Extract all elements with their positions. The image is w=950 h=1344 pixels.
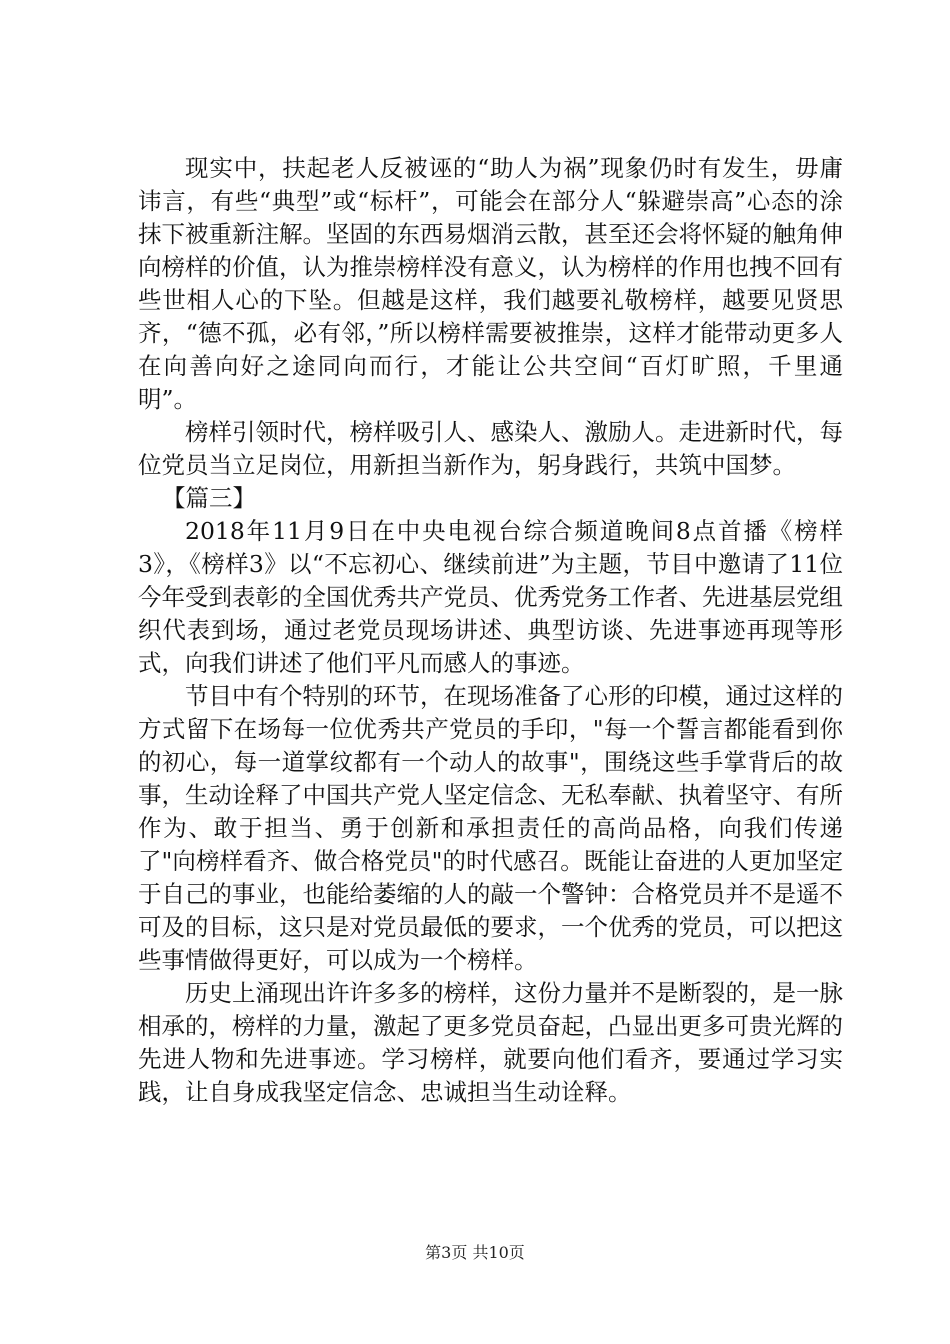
page-footer: 第3页 共10页: [425, 1243, 525, 1262]
document-body: [138, 152, 843, 1109]
paragraph-1: 现实中，扶起老人反被诬的“助人为祸”现象仍时有发生，毋庸讳言，有些“典型”或“标杆”，可能会在部分人“躲避崇高”心态的涂抹下被重新注解。坚固的东西易烟消云散，甚至还会将怀疑的触角伸向榜样的价值，认为推崇榜样没有意义，认为榜样的作用也拽不回有些世相人心的下坠。但越是这样，我们越要礼敬榜样，越要见贤思齐，“德不孤，必有邻，”所以榜样需要被推崇，这样才能带动更多人在向善向好之途同向而行，才能让公共空间“百灯旷照，千里通明”。: [138, 154, 843, 413]
paragraph-5: 历史上涌现出许许多多的榜样，这份力量并不是断裂的，是一脉相承的，榜样的力量，激起了更多党员奋起，凸显出更多可贵光辉的先进人物和先进事迹。学习榜样，就要向他们看齐，要通过学习实践，让自身成我坚定信念、忠诚担当生动诠释。: [138, 979, 843, 1106]
section-heading: 【篇三】: [162, 484, 256, 512]
paragraph-3: 2018年11月9日在中央电视台综合频道晚间8点首播《榜样3》，《榜样3》以“不忘初心、继续前进”为主题，节目中邀请了11位今年受到表彰的全国优秀共产党员、优秀党务工作者、先进基层党组织代表到场，通过老党员现场讲述、典型访谈、先进事迹再现等形式，向我们讲述了他们平凡而感人的事迹。: [138, 517, 843, 677]
paragraph-2: 榜样引领时代，榜样吸引人、感染人、激励人。走进新时代，每位党员当立足岗位，用新担当新作为，躬身践行，共筑中国梦。: [138, 418, 843, 479]
paragraph-4: 节目中有个特别的环节，在现场准备了心形的印模，通过这样的方式留下在场每一位优秀共产党员的手印，"每一个誓言都能看到你的初心，每一道掌纹都有一个动人的故事"，围绕这些手掌背后的故事，生动诠释了中国共产党人坚定信念、无私奉献、执着坚守、有所作为、敢于担当、勇于创新和承担责任的高尚品格，向我们传递了"向榜样看齐、做合格党员"的时代感召。既能让奋进的人更加坚定于自己的事业，也能给萎缩的人的敲一个警钟：合格党员并不是遥不可及的目标，这只是对党员最低的要求，一个优秀的党员，可以把这些事情做得更好，可以成为一个榜样。: [138, 682, 843, 974]
